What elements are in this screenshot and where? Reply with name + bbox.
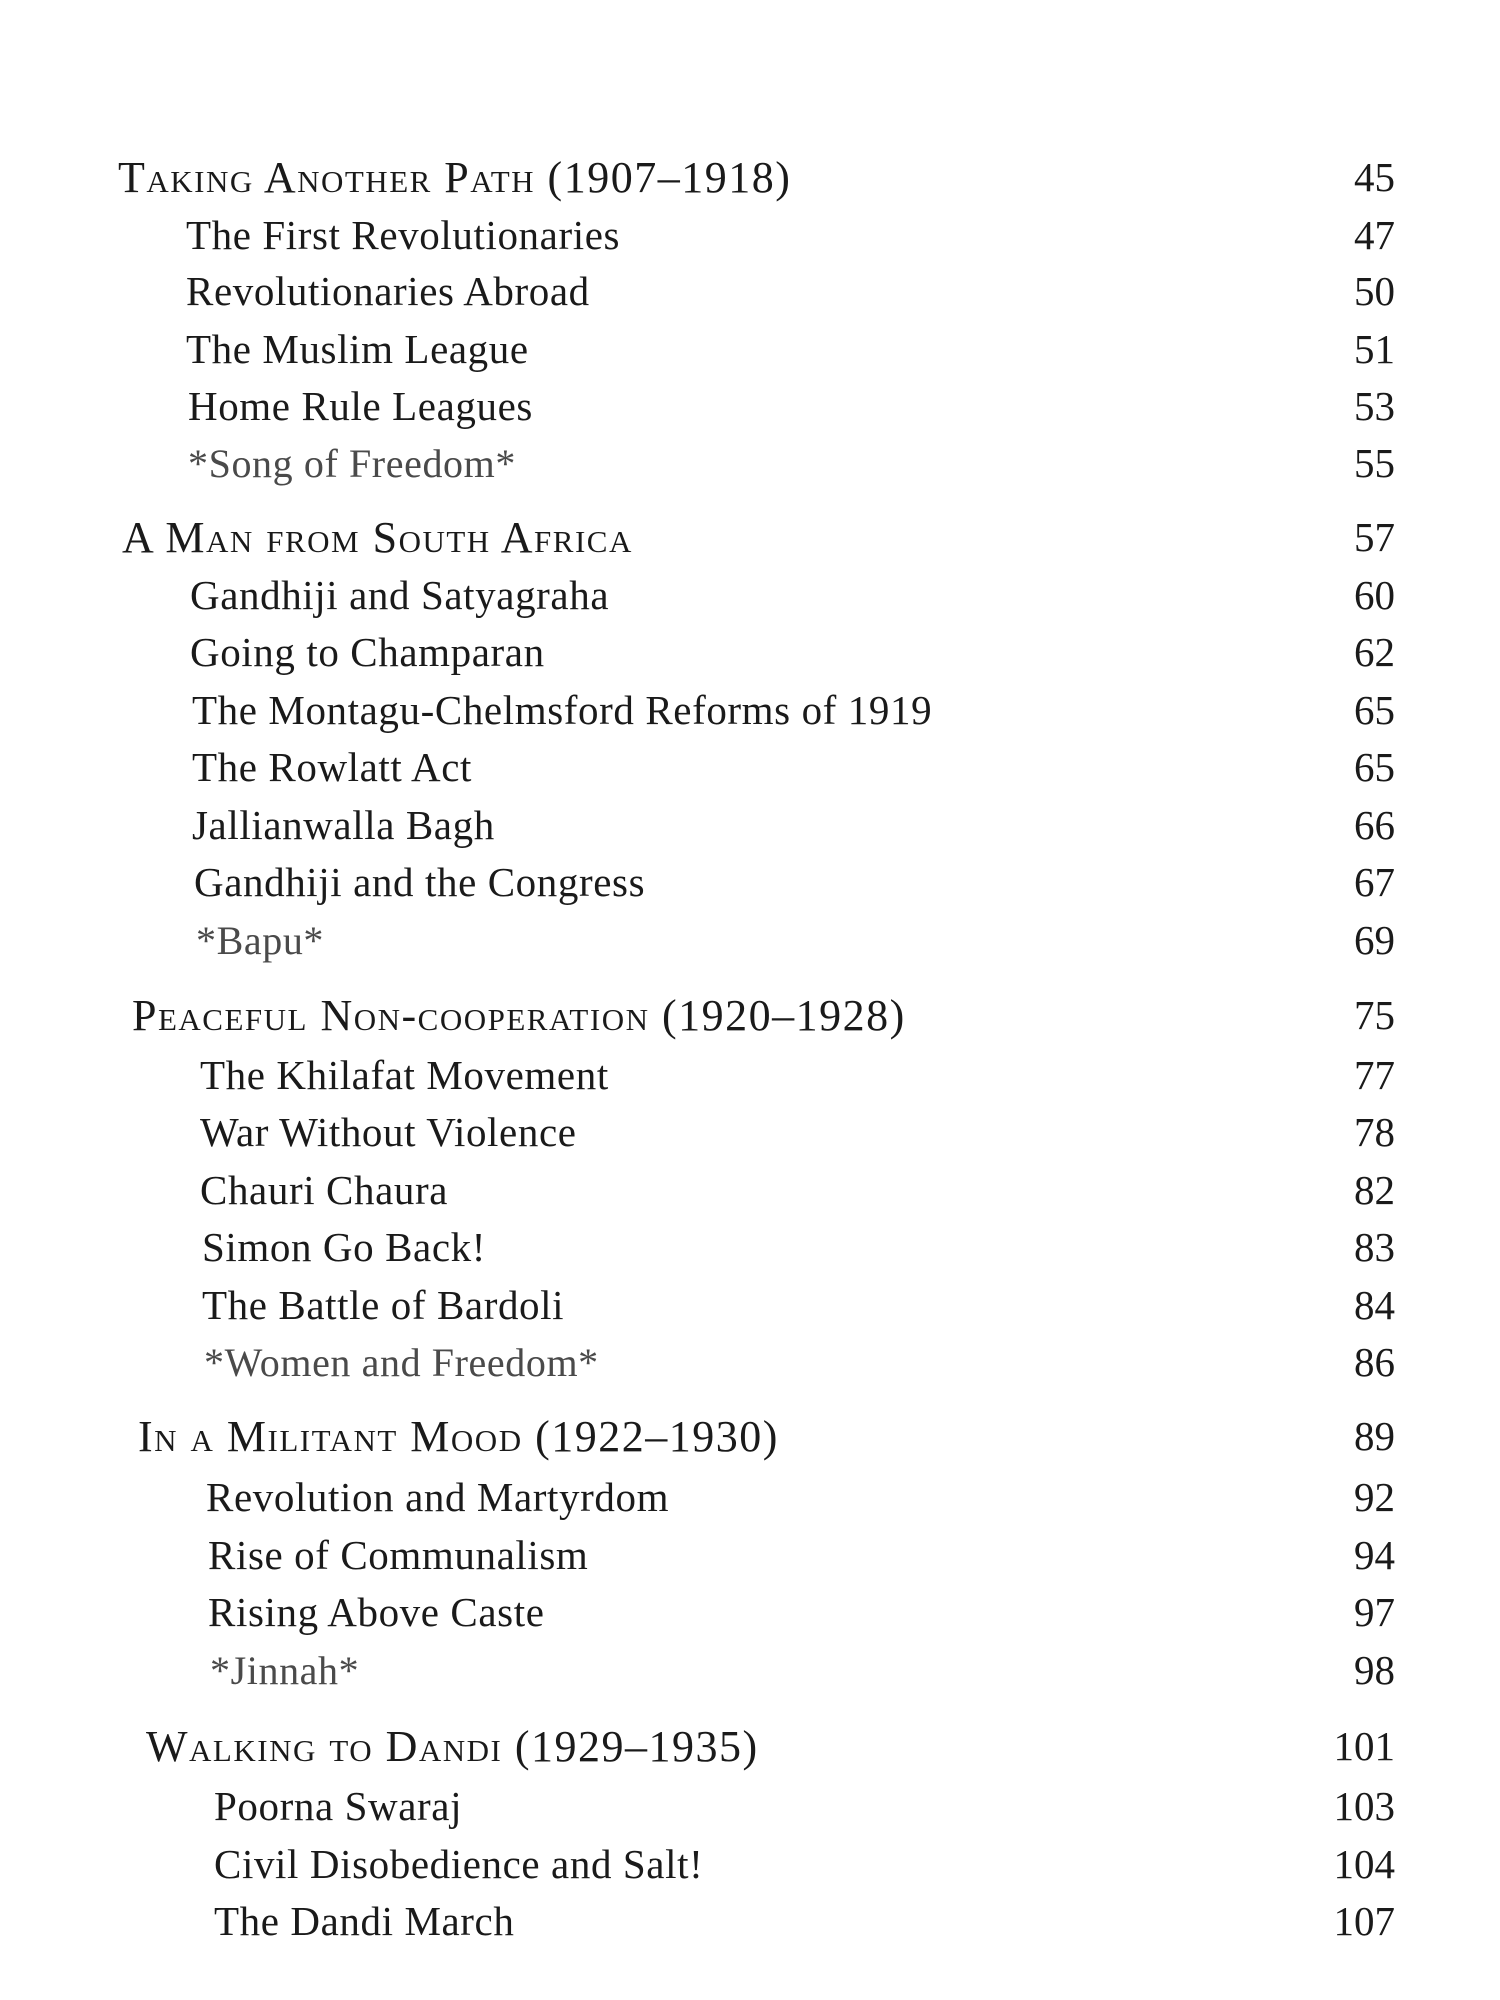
section-title: Gandhiji and Satyagraha xyxy=(190,572,610,618)
section-title: The Montagu-Chelmsford Reforms of 1919 xyxy=(192,687,933,733)
toc-section[interactable] xyxy=(0,1577,1500,1633)
section-title: Chauri Chaura xyxy=(200,1167,449,1213)
page-number: 45 xyxy=(1354,154,1395,200)
section-title: *Song of Freedom* xyxy=(188,441,516,486)
toc-chapter[interactable] xyxy=(0,144,1500,200)
page-number: 78 xyxy=(1354,1109,1395,1155)
page-number: 77 xyxy=(1354,1052,1395,1098)
toc-section[interactable] xyxy=(0,1886,1500,1942)
page-number: 86 xyxy=(1354,1339,1395,1385)
section-title: War Without Violence xyxy=(200,1109,577,1155)
toc-section[interactable] xyxy=(0,1829,1500,1885)
toc-feature-box[interactable] xyxy=(0,428,1500,484)
page-number: 98 xyxy=(1354,1647,1395,1693)
page-number: 101 xyxy=(1333,1723,1395,1769)
toc-section[interactable] xyxy=(0,256,1500,312)
page-number: 66 xyxy=(1354,802,1395,848)
toc-section[interactable] xyxy=(0,732,1500,788)
page-number: 65 xyxy=(1354,687,1395,733)
toc-section[interactable] xyxy=(0,560,1500,616)
page-number: 55 xyxy=(1354,440,1395,486)
section-title: Poorna Swaraj xyxy=(214,1783,463,1829)
page-number: 103 xyxy=(1333,1783,1395,1829)
page-number: 92 xyxy=(1354,1474,1395,1520)
section-title: The Rowlatt Act xyxy=(192,744,473,790)
section-title: Rising Above Caste xyxy=(208,1589,545,1635)
page-number: 47 xyxy=(1354,212,1395,258)
page-number: 53 xyxy=(1354,383,1395,429)
section-title: Revolutionaries Abroad xyxy=(186,268,590,314)
page-number: 57 xyxy=(1354,514,1395,560)
section-title: The Dandi March xyxy=(214,1898,515,1944)
toc-section[interactable] xyxy=(0,1270,1500,1326)
toc-section[interactable] xyxy=(0,1155,1500,1211)
page-number: 104 xyxy=(1333,1841,1395,1887)
page-number: 84 xyxy=(1354,1282,1395,1328)
toc-feature-box[interactable] xyxy=(0,1635,1500,1691)
chapter-title: Taking Another Path (1907–1918) xyxy=(118,153,792,202)
toc-chapter[interactable] xyxy=(0,504,1500,560)
section-title: Civil Disobedience and Salt! xyxy=(214,1841,704,1887)
toc-section[interactable] xyxy=(0,675,1500,731)
section-title: The Khilafat Movement xyxy=(200,1052,609,1098)
section-title: *Bapu* xyxy=(196,918,325,963)
toc-chapter[interactable] xyxy=(0,1713,1500,1769)
page-number: 94 xyxy=(1354,1532,1395,1578)
page-number: 51 xyxy=(1354,326,1395,372)
toc-section[interactable] xyxy=(0,1040,1500,1096)
page-number: 82 xyxy=(1354,1167,1395,1213)
page-number: 83 xyxy=(1354,1224,1395,1270)
section-title: Revolution and Martyrdom xyxy=(206,1474,670,1520)
section-title: Jallianwalla Bagh xyxy=(192,802,495,848)
chapter-title: A Man from South Africa xyxy=(122,513,633,562)
page-number: 65 xyxy=(1354,744,1395,790)
toc-chapter[interactable] xyxy=(0,982,1500,1038)
toc-section[interactable] xyxy=(0,1520,1500,1576)
toc-feature-box[interactable] xyxy=(0,1327,1500,1383)
section-title: *Jinnah* xyxy=(210,1648,360,1693)
chapter-title: Walking to Dandi (1929–1935) xyxy=(146,1722,759,1771)
toc-feature-box[interactable] xyxy=(0,905,1500,961)
toc-section[interactable] xyxy=(0,790,1500,846)
toc-section[interactable] xyxy=(0,1212,1500,1268)
section-title: Gandhiji and the Congress xyxy=(194,859,646,905)
page-number: 50 xyxy=(1354,268,1395,314)
page-number: 69 xyxy=(1354,917,1395,963)
section-title: Rise of Communalism xyxy=(208,1532,589,1578)
page-number: 60 xyxy=(1354,572,1395,618)
toc-section[interactable] xyxy=(0,314,1500,370)
section-title: *Women and Freedom* xyxy=(204,1340,599,1385)
section-title: Simon Go Back! xyxy=(202,1224,486,1270)
section-title: The Battle of Bardoli xyxy=(202,1282,565,1328)
toc-section[interactable] xyxy=(0,617,1500,673)
section-title: The Muslim League xyxy=(186,326,529,372)
chapter-title: Peaceful Non-cooperation (1920–1928) xyxy=(132,991,906,1040)
toc-section[interactable] xyxy=(0,847,1500,903)
toc-chapter[interactable] xyxy=(0,1403,1500,1459)
toc-section[interactable] xyxy=(0,371,1500,427)
section-title: Going to Champaran xyxy=(190,629,545,675)
page-number: 75 xyxy=(1354,992,1395,1038)
section-title: The First Revolutionaries xyxy=(186,212,621,258)
toc-section[interactable] xyxy=(0,1097,1500,1153)
page-number: 97 xyxy=(1354,1589,1395,1635)
toc-section[interactable] xyxy=(0,1771,1500,1827)
page-number: 89 xyxy=(1354,1413,1395,1459)
toc-section[interactable] xyxy=(0,1462,1500,1518)
toc-section[interactable] xyxy=(0,200,1500,256)
page-number: 107 xyxy=(1333,1898,1395,1944)
page-number: 67 xyxy=(1354,859,1395,905)
section-title: Home Rule Leagues xyxy=(188,383,533,429)
page-number: 62 xyxy=(1354,629,1395,675)
chapter-title: In a Militant Mood (1922–1930) xyxy=(138,1412,779,1461)
